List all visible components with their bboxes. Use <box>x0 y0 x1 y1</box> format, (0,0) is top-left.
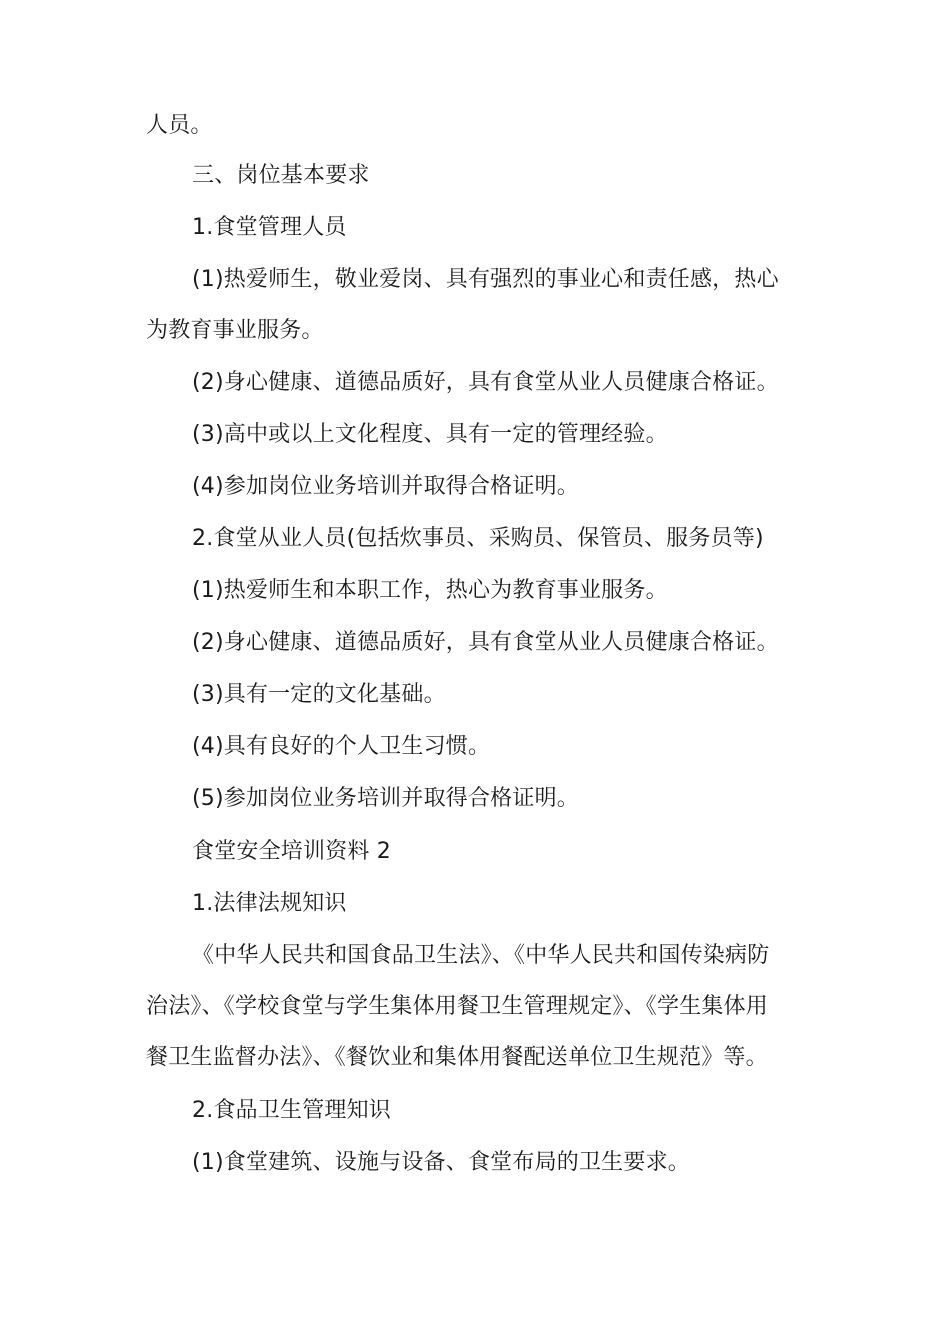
subsection-heading: 1.食堂管理人员 <box>192 215 347 240</box>
subsection-heading: 2.食品卫生管理知识 <box>192 1098 391 1123</box>
list-item: (1)食堂建筑、设施与设备、食堂布局的卫生要求。 <box>192 1150 690 1175</box>
list-item: (4)参加岗位业务培训并取得合格证明。 <box>192 474 579 499</box>
paragraph-line: 治法》、《学校食堂与学生集体用餐卫生管理规定》、《学生集体用 <box>146 994 769 1019</box>
section-heading: 三、岗位基本要求 <box>192 163 370 188</box>
list-item: (3)具有一定的文化基础。 <box>192 682 446 707</box>
list-item: (4)具有良好的个人卫生习惯。 <box>192 734 491 759</box>
list-item: (5)参加岗位业务培训并取得合格证明。 <box>192 786 579 811</box>
subsection-heading: 2.食堂从业人员(包括炊事员、采购员、保管员、服务员等) <box>192 526 764 551</box>
paragraph-line: 餐卫生监督办法》、《餐饮业和集体用餐配送单位卫生规范》等。 <box>146 1045 768 1070</box>
subsection-heading: 1.法律法规知识 <box>192 891 347 916</box>
paragraph-line: 《中华人民共和国食品卫生法》、《中华人民共和国传染病防 <box>192 943 770 968</box>
list-item: (3)高中或以上文化程度、具有一定的管理经验。 <box>192 422 668 447</box>
list-item: (2)身心健康、道德品质好，具有食堂从业人员健康合格证。 <box>192 630 779 655</box>
list-item: (2)身心健康、道德品质好，具有食堂从业人员健康合格证。 <box>192 370 779 395</box>
list-item: (1)热爱师生，敬业爱岗、具有强烈的事业心和责任感，热心 <box>192 267 779 292</box>
paragraph-line: 人员。 <box>146 113 213 138</box>
section-title: 食堂安全培训资料 2 <box>192 839 391 864</box>
paragraph-line: 为教育事业服务。 <box>146 318 324 343</box>
list-item: (1)热爱师生和本职工作，热心为教育事业服务。 <box>192 578 668 603</box>
